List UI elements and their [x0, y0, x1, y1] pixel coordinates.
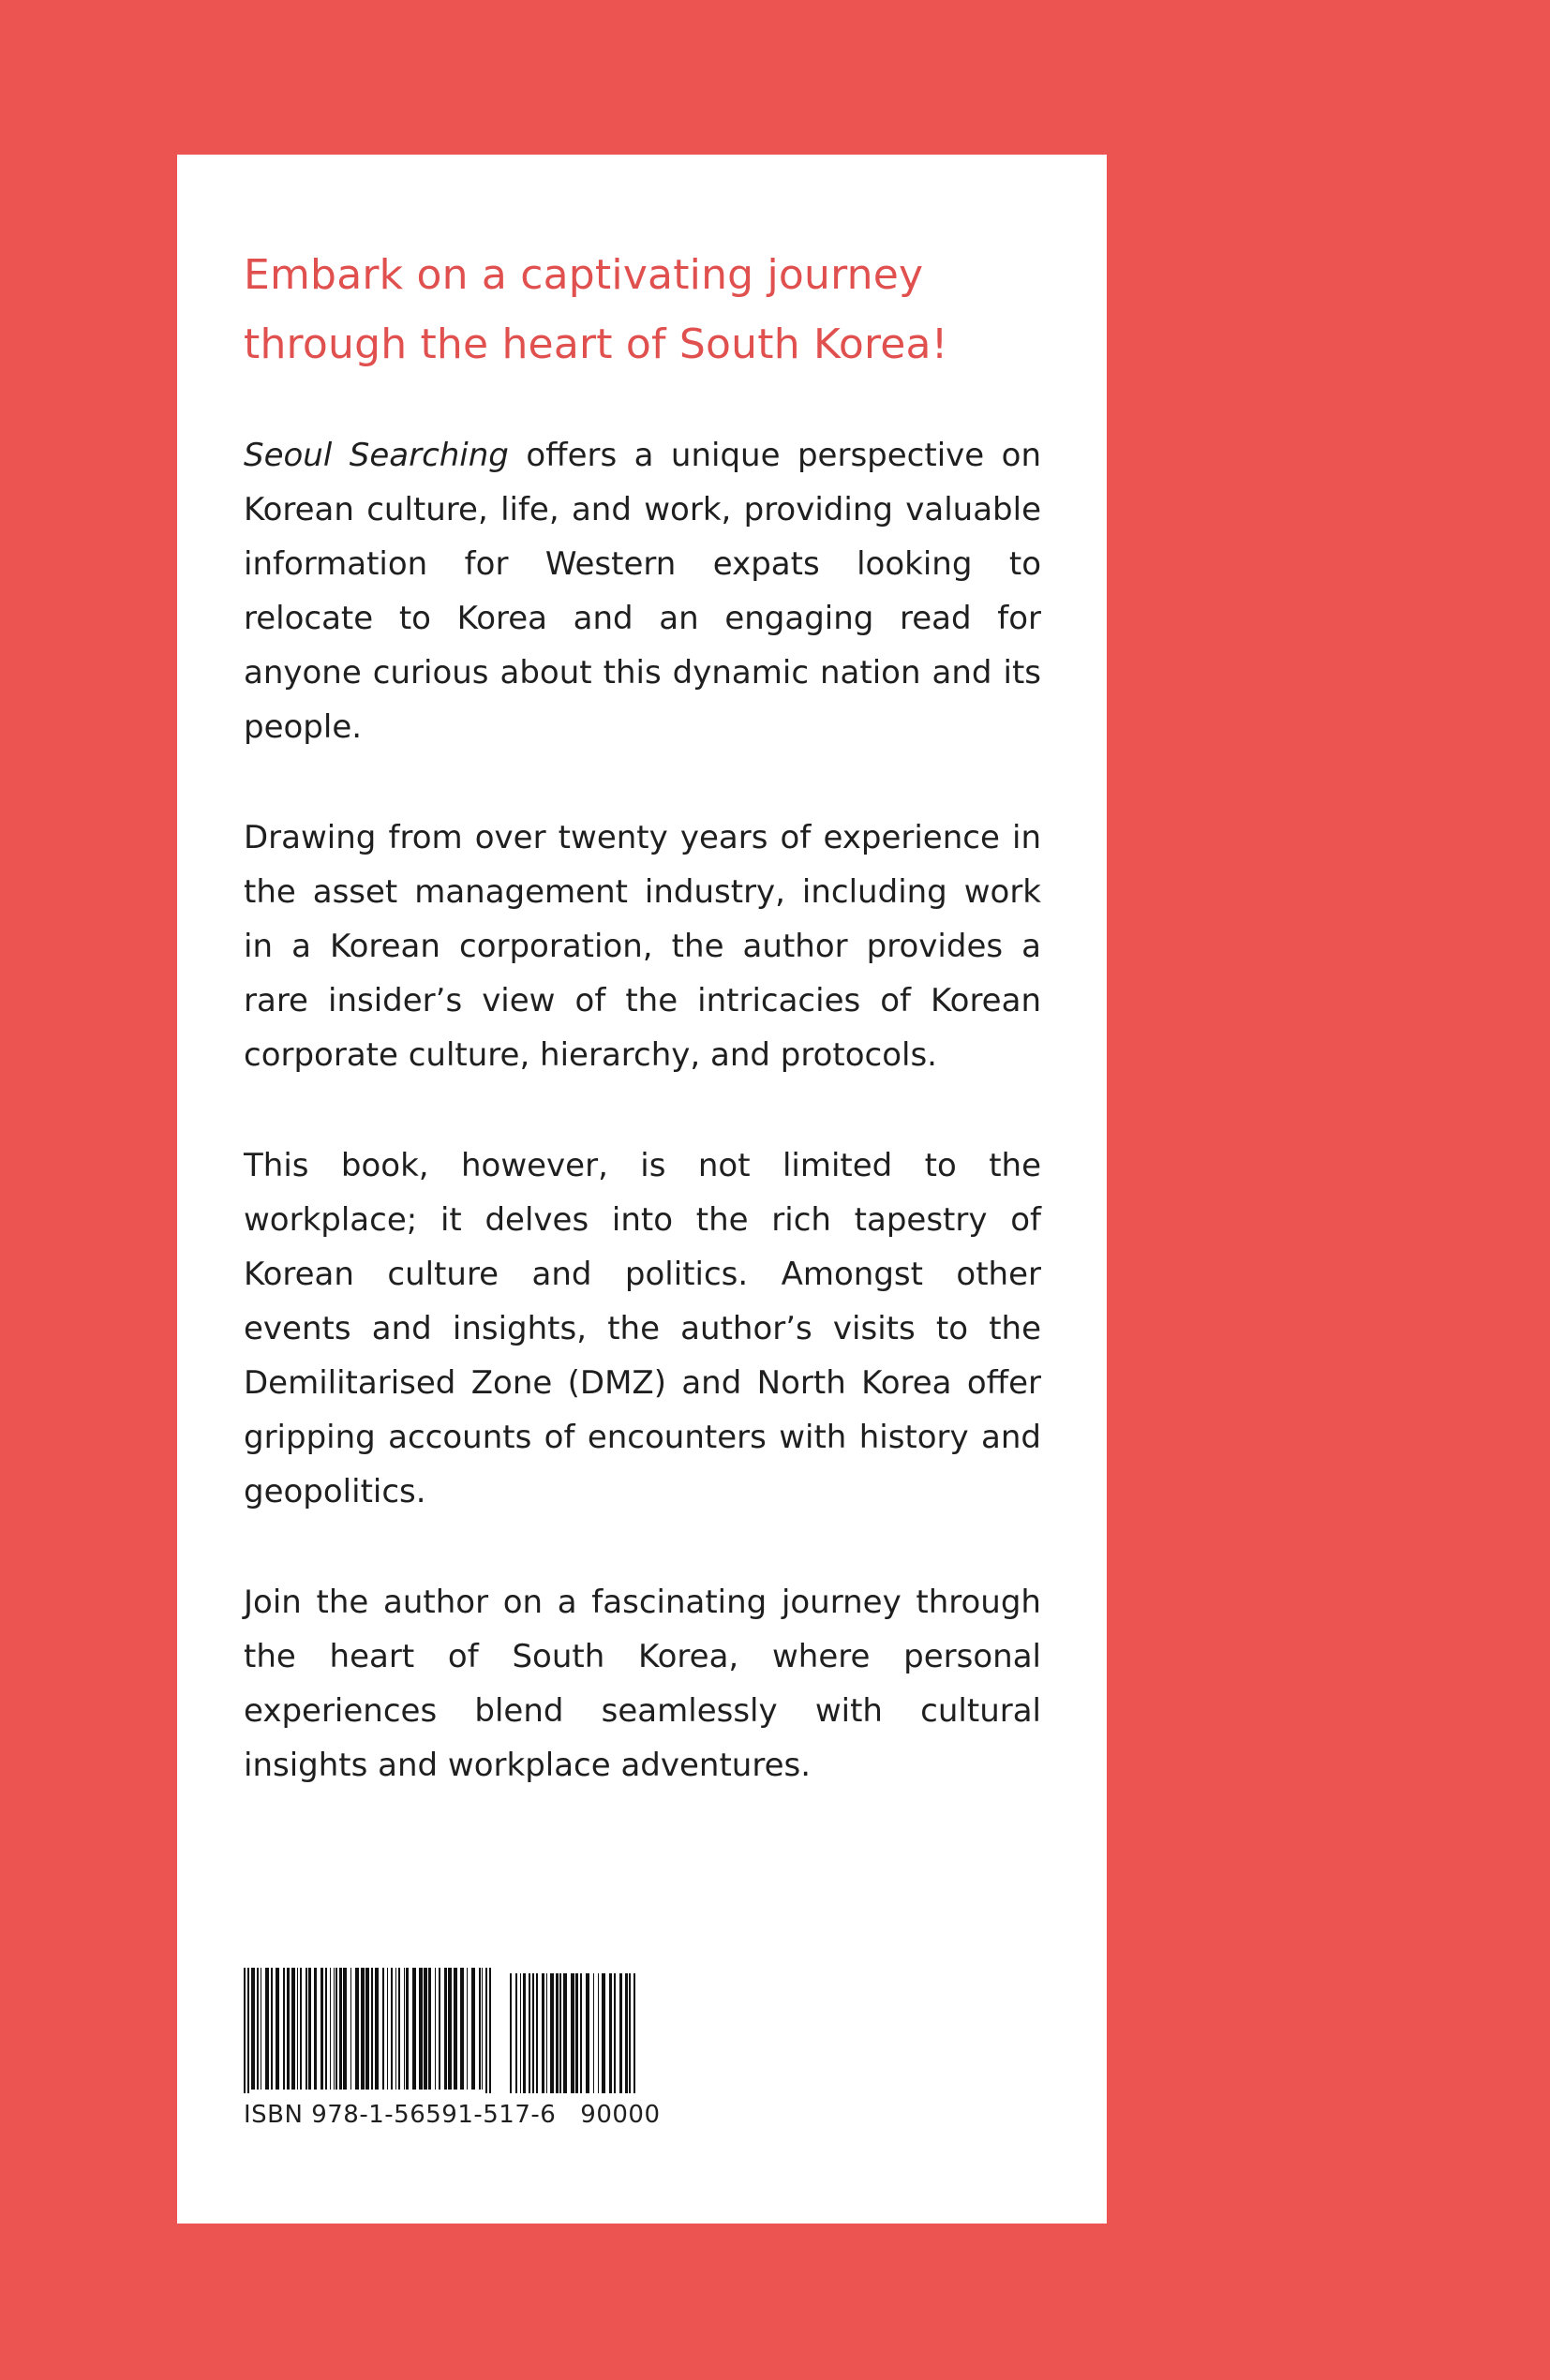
headline	[244, 241, 1041, 379]
paragraph-culture: This book, however, is not limited to the workplace; it delves into the rich tapestry of Korean culture and politics. Amongst other events and insights, the author’s visits to the Demilitarised Zone (DMZ) and North Korea offer gripping accounts of encounters with history and geopolitics.	[244, 1147, 1041, 1510]
blurb-content	[244, 241, 1041, 1792]
back-cover-panel	[177, 155, 1107, 2224]
barcode-block	[244, 1968, 661, 2129]
isbn-addon: 90000	[580, 2101, 661, 2129]
paragraph-experience: Drawing from over twenty years of experience in the asset management industry, including work in a Korean corporation, the author provides a rare insider’s view of the intricacies of Korean corporate culture, hierarchy, and protocols.	[244, 819, 1041, 1074]
isbn-line	[244, 2101, 661, 2129]
paragraph-intro-text: offers a unique perspective on Korean culture, life, and work, providing valuable information for Western expats looking to relocate to Korea and an engaging read for anyone curious about this dynamic nation and its people.	[244, 437, 1041, 746]
headline-line-1: Embark on a captivating journey	[244, 251, 924, 299]
headline-line-2: through the heart of South Korea!	[244, 320, 948, 368]
barcode-image	[244, 1968, 637, 2093]
paragraph-invitation: Join the author on a fascinating journey through the heart of South Korea, where personal experiences blend seamlessly with cultural insights and workplace adventures.	[244, 1584, 1041, 1784]
isbn-number: ISBN 978-1-56591-517-6	[244, 2101, 557, 2129]
book-title: Seoul Searching	[244, 437, 509, 474]
paragraph-intro	[244, 428, 1041, 754]
